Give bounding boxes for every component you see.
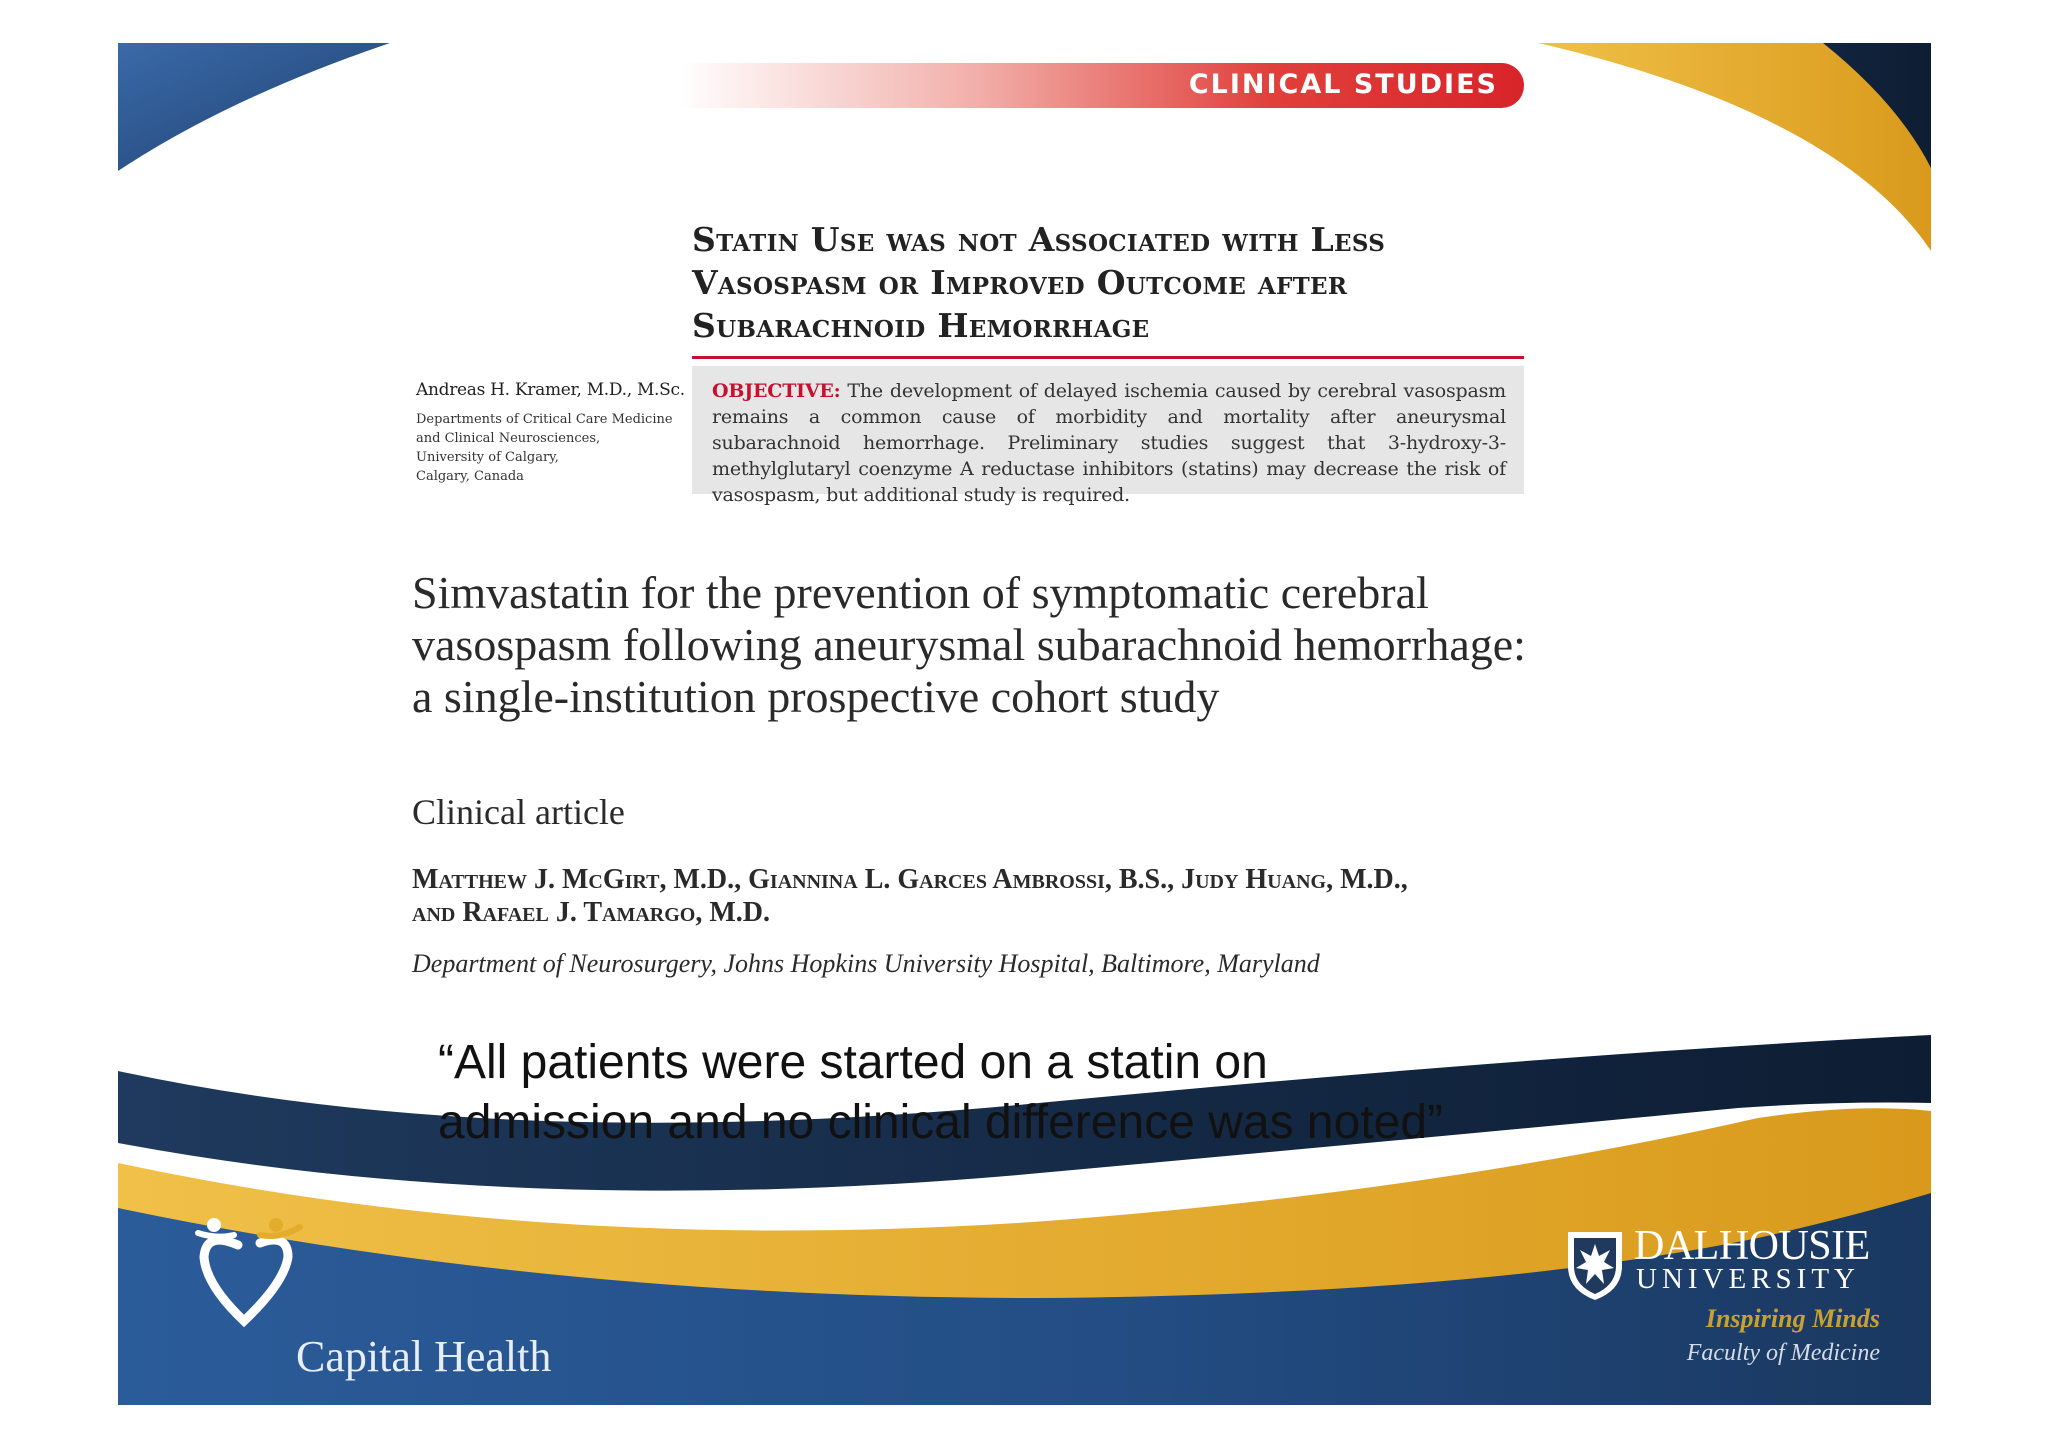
article1-affiliation-line: and Clinical Neurosciences, bbox=[416, 431, 601, 446]
clinical-studies-banner bbox=[678, 63, 1524, 108]
capital-health-logo bbox=[176, 1213, 552, 1383]
dalhousie-tagline: Inspiring Minds bbox=[1705, 1304, 1880, 1333]
objective-body: The development of delayed ischemia caused by cerebral vasospasm remains a common cause of morbidity and mortality after aneurysmal subarachnoid hemorrhage. Preliminary studies suggest that 3-hydroxy-3-methylglutaryl coenzyme A reductase inhibitors (statins) may decrease the risk of vasospasm, but additional study is required. bbox=[712, 380, 1506, 506]
article1-affiliation-line: Departments of Critical Care Medicine bbox=[416, 412, 673, 427]
top-left-swoosh bbox=[118, 43, 390, 171]
capital-health-name: Capital Health bbox=[296, 1332, 552, 1381]
objective-paragraph bbox=[712, 378, 1506, 508]
article2-authors bbox=[412, 863, 1612, 929]
quote-line: admission and no clinical difference was noted” bbox=[438, 1096, 1444, 1149]
article1-title-line: Subarachnoid Hemorrhage bbox=[692, 306, 1150, 345]
article2-author-line: Matthew J. McGirt, M.D., Giannina L. Garces Ambrossi, B.S., Judy Huang, M.D., bbox=[412, 864, 1408, 895]
article1-author-block bbox=[416, 380, 686, 486]
objective-label: OBJECTIVE: bbox=[712, 380, 841, 402]
article1-divider bbox=[692, 356, 1524, 359]
slide bbox=[118, 43, 1931, 1405]
dalhousie-crest-icon bbox=[1564, 1228, 1626, 1302]
article2-title-line: Simvastatin for the prevention of symptomatic cerebral bbox=[412, 567, 1429, 618]
article2-title-line: a single-institution prospective cohort study bbox=[412, 671, 1220, 722]
quote-text bbox=[438, 1033, 1638, 1153]
article1-objective-box bbox=[692, 366, 1524, 506]
capital-health-heart-icon bbox=[176, 1213, 326, 1333]
banner-label: CLINICAL STUDIES bbox=[1188, 69, 1498, 100]
article1-affiliation-line: Calgary, Canada bbox=[416, 469, 524, 484]
article2-author-line: and Rafael J. Tamargo, M.D. bbox=[412, 897, 770, 928]
dalhousie-subtitle: UNIVERSITY bbox=[1636, 1263, 1860, 1295]
article1-author: Andreas H. Kramer, M.D., M.Sc. bbox=[416, 380, 685, 400]
dalhousie-name: DALHOUSIE bbox=[1634, 1223, 1870, 1269]
article1-affiliation-line: University of Calgary, bbox=[416, 450, 559, 465]
dalhousie-faculty: Faculty of Medicine bbox=[1686, 1340, 1880, 1366]
article1-title-line: Statin Use was not Associated with Less bbox=[692, 220, 1386, 259]
article1-title-line: Vasospasm or Improved Outcome after bbox=[692, 263, 1348, 302]
article2-title-line: vasospasm following aneurysmal subarachnoid hemorrhage: bbox=[412, 619, 1526, 670]
article2-type: Clinical article bbox=[412, 792, 625, 832]
article1-title bbox=[692, 218, 1552, 347]
dalhousie-logo bbox=[1564, 1223, 1884, 1386]
article2-title bbox=[412, 567, 1612, 723]
article2-affiliation: Department of Neurosurgery, Johns Hopkins University Hospital, Baltimore, Maryland bbox=[412, 949, 1320, 978]
quote-line: “All patients were started on a statin on bbox=[438, 1036, 1268, 1089]
